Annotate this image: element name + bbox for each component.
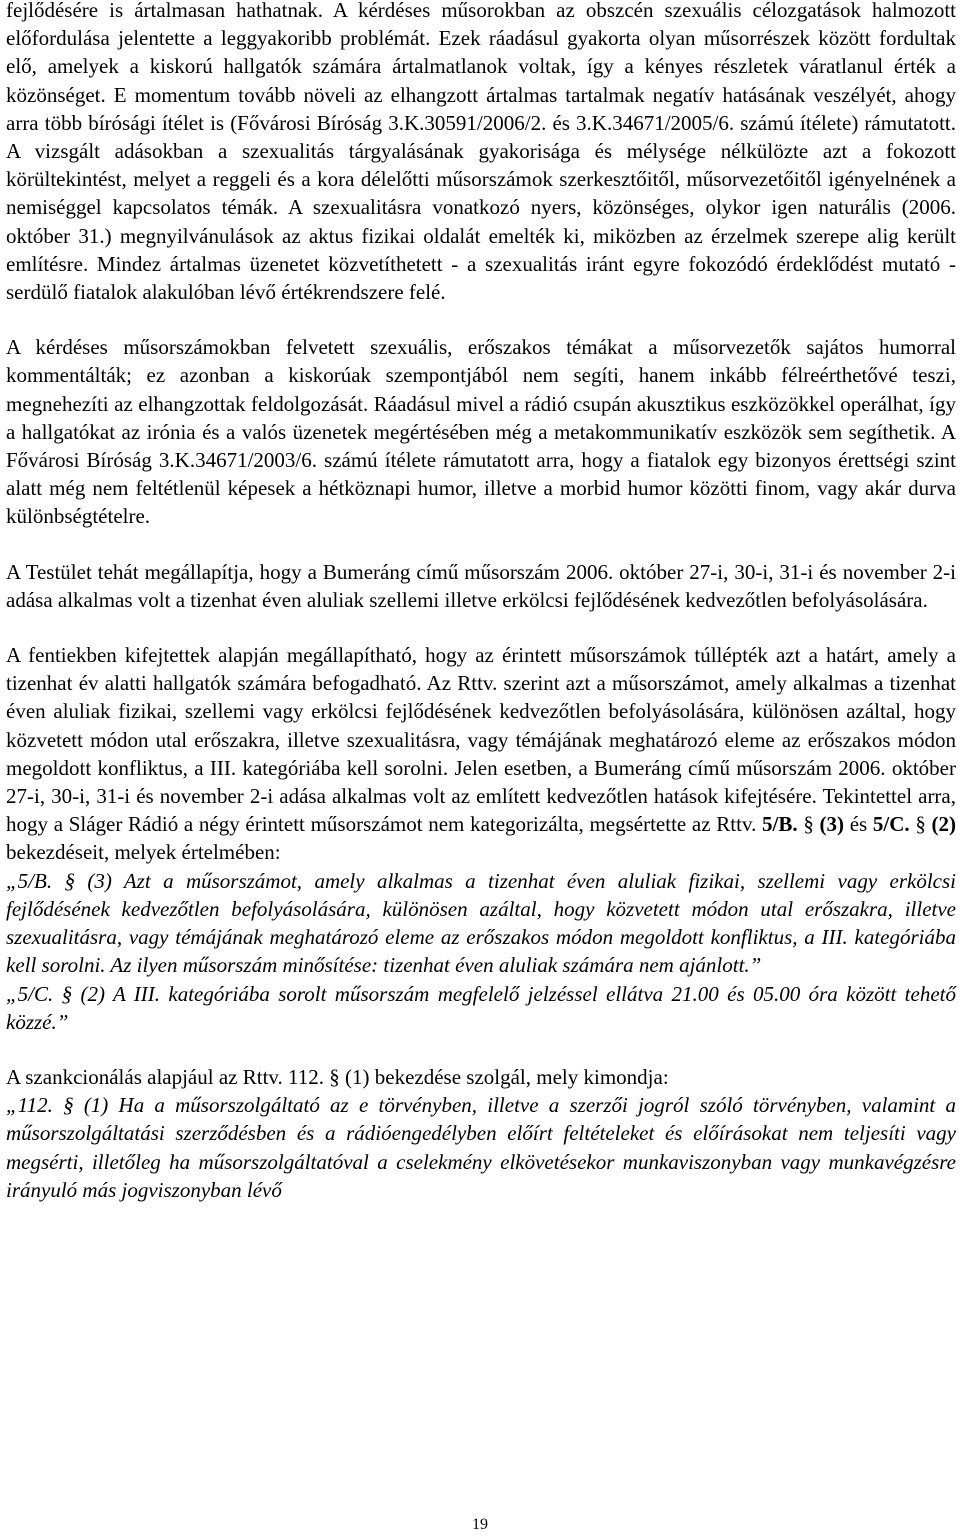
text-run: A fentiekben kifejtettek alapján megállapítható, hogy az érintett műsorszámok túllépték azt a határt, amely a tizenhat év alatti hallgatók számára befogadható. Az Rttv. szerint azt a műsorszámot, amely alkalmas a tizenhat éven aluliak fizikai, szellemi vagy erkölcsi fejlődésének kedvezőtlen befolyásolására, különösen azáltal, hogy közvetett módon utal erőszakra, illetve szexualitásra, vagy témájának meghatározó eleme az erőszakos módon megoldott konfliktus, a III. kategóriába kell sorolni. Jelen esetben, a Bumeráng című műsorszám 2006. október 27-i, 30-i, 31-i és november 2-i adása alkalmas volt az említett kedvezőtlen hatások kifejtésére. Tekintettel arra, hogy a Sláger Rádió a négy érintett műsorszámot nem kategorizálta, megsértette az Rttv. (6, 643, 956, 837)
text-run: bekezdéseit, melyek értelmében: (6, 840, 281, 865)
text-run: és (844, 812, 873, 837)
text-run: 5/B. (762, 812, 798, 837)
paragraph-harmful-effects (6, 0, 956, 306)
paragraph-humor-commentary (6, 333, 956, 530)
quote-rttv-112-1 (6, 1091, 956, 1204)
quote-rttv-5b-3 (6, 867, 956, 980)
quote-rttv-5c-2 (6, 980, 956, 1036)
text-run: § (797, 812, 820, 837)
paragraph-board-finding (6, 558, 956, 614)
text-run: „112. § (1) Ha a műsorszolgáltató az e törvényben, illetve a szerzői jogról szóló törvényben, valamint a műsorszolgáltatási szerződésben és a rádióengedélyben előírt feltételeket és előírásokat nem teljesíti vagy megsérti, illetőleg ha műsorszolgáltatóval a cselekmény elkövetésekor munkaviszonyban vagy munkavégzésre irányuló más jogviszonyban lévő (6, 1093, 956, 1202)
text-run: (2) (931, 812, 957, 837)
text-run: 5/C. (872, 812, 910, 837)
text-run: fejlődésére is ártalmasan hathatnak. A kérdéses műsorokban az obszcén szexuális célozgatások halmozott előfordulása jelentette a leggyakoribb problémát. Ezek ráadásul gyakorta olyan műsorrészek között fordultak elő, amelyek a kiskorú hallgatók számára ártalmatlanok voltak, így a kényes részletek váratlanul érték a közönséget. E momentum tovább növeli az elhangzott ártalmas tartalmak negatív hatásának veszélyét, ahogy arra több bírósági ítélet is (Fővárosi Bíróság 3.K.30591/2006/2. és 3.K.34671/2005/6. számú ítélete) rámutatott. A vizsgált adásokban a szexualitás tárgyalásának gyakorisága és mélysége nélkülözte azt a fokozott körültekintést, melyet a reggeli és a kora délelőtti műsorszámok szerkesztőitől, műsorvezetőitől igényelnének a nemiséggel kapcsolatos témák. A szexualitásra vonatkozó nyers, közönséges, olykor igen naturális (2006. október 31.) megnyilvánulások az aktus fizikai oldalát emelték ki, miközben az érzelmek szerepe alig került említésre. Mindez ártalmas üzenetet közvetíthetett - a szexualitás iránt egyre fokozódó érdeklődést mutató - serdülő fiatalok alakulóban lévő értékrendszere felé. (6, 0, 956, 305)
page-number: 19 (472, 1516, 488, 1533)
text-run: § (909, 812, 932, 837)
text-run: A Testület tehát megállapítja, hogy a Bumeráng című műsorszám 2006. október 27-i, 30-i, 31-i és november 2-i adása alkalmas volt a tizenhat éven aluliak szellemi illetve erkölcsi fejlődésének kedvezőtlen befolyásolására. (6, 559, 956, 612)
text-run: „5/B. § (3) Azt a műsorszámot, amely alkalmas a tizenhat éven aluliak fizikai, szellemi vagy erkölcsi fejlődésének kedvezőtlen befolyásolására, különösen azáltal, hogy közvetett módon utal erőszakra, illetve szexualitásra, vagy témájának meghatározó eleme az erőszakos módon megoldott konfliktus, a III. kategóriába kell sorolni. Az ilyen műsorszám minősítése: tizenhat éven aluliak számára nem ajánlott.” (6, 868, 956, 978)
text-run: A kérdéses műsorszámokban felvetett szexuális, erőszakos témákat a műsorvezetők sajátos humorral kommentálták; ez azonban a kiskorúak szempontjából nem segíti, hanem inkább félreérthetővé teszi, megnehezíti az elhangzottak feldolgozását. Ráadásul mivel a rádió csupán akusztikus eszközökkel operálhat, így a hallgatókat az irónia és a valós üzenetek megértésében még a metakommunikatív eszközök sem segíthetik. A Fővárosi Bíróság 3.K.34671/2003/6. számú ítélete rámutatott arra, hogy a fiatalok egy bizonyos érettségi szint alatt még nem feltétlenül képesek a hétköznapi humor, illetve a morbid humor közötti finom, vagy akár durva különbségtételre. (6, 335, 956, 529)
paragraph-sanction-basis (6, 1063, 956, 1091)
document-body (6, 0, 956, 1204)
text-run: A szankcionálás alapjául az Rttv. 112. § (1) bekezdése szolgál, mely kimondja: (6, 1064, 669, 1089)
text-run: „5/C. § (2) A III. kategóriába sorolt műsorszám megfelelő jelzéssel ellátva 21.00 és 05.00 óra között tehető közzé.” (6, 981, 956, 1034)
text-run: (3) (819, 812, 845, 837)
paragraph-legal-classification (6, 641, 956, 867)
